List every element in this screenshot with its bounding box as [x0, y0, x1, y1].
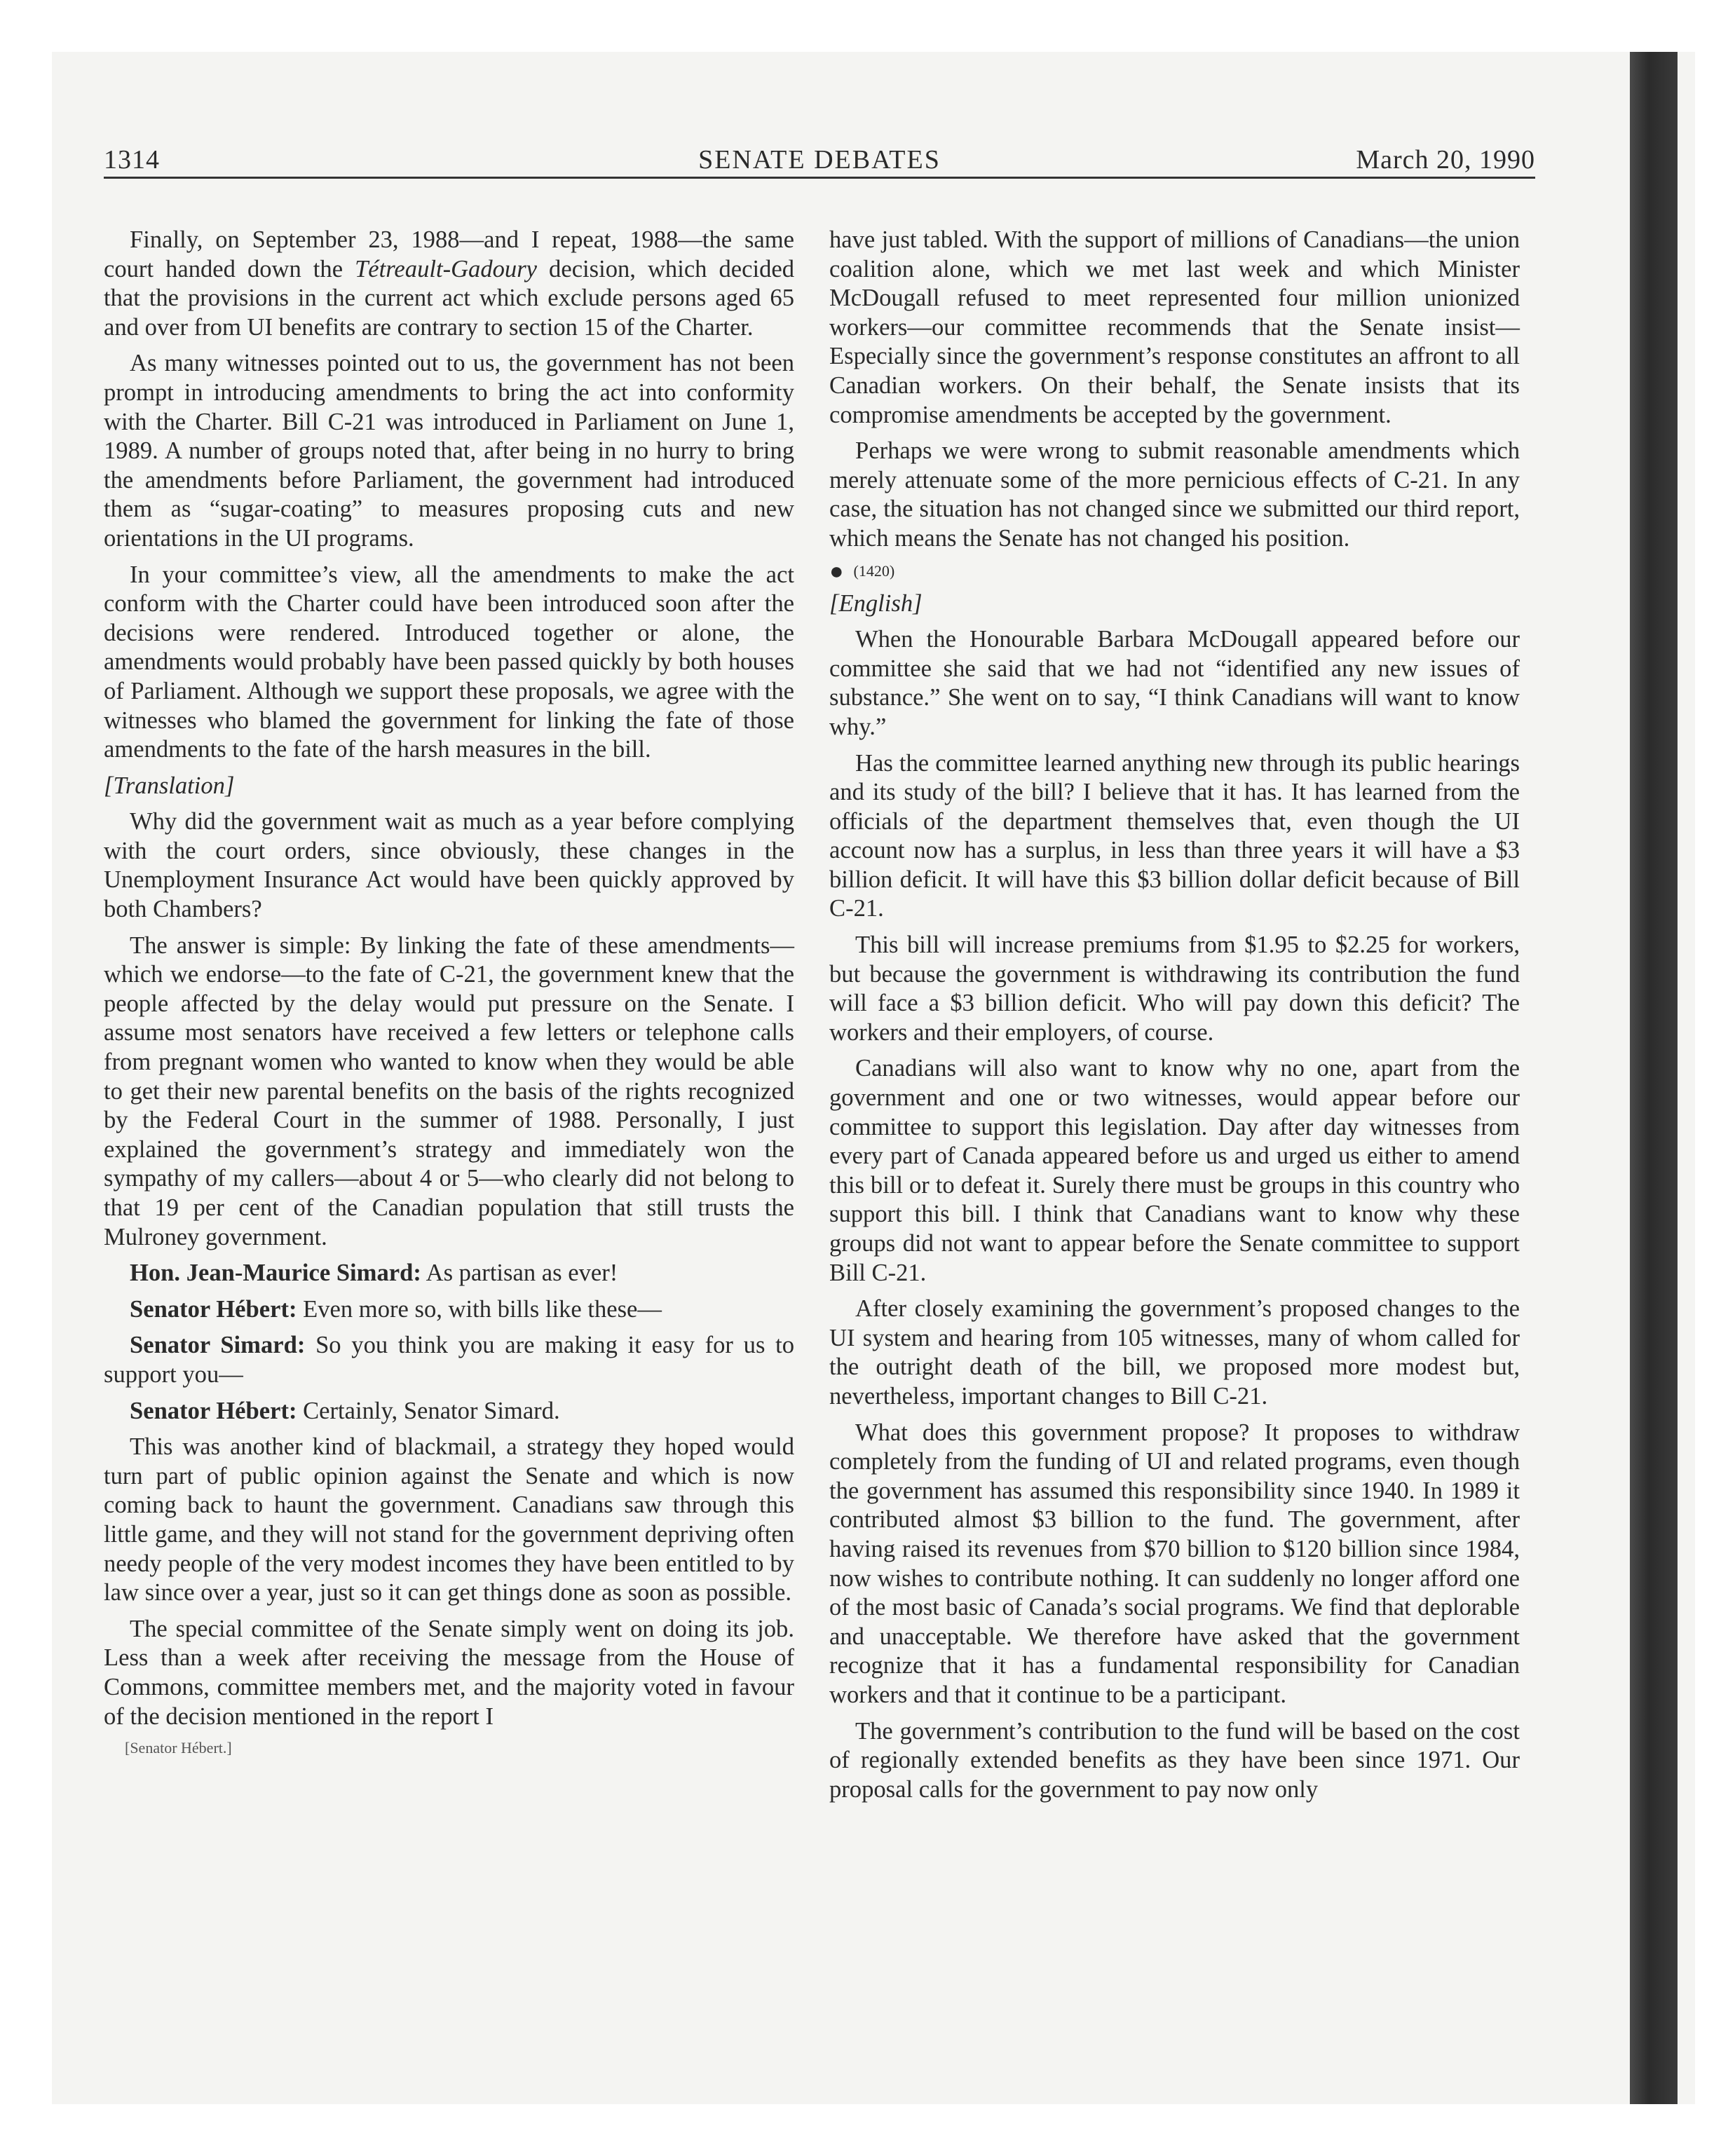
paragraph: Finally, on September 23, 1988—and I repeat, 1988—the same court handed down the Tétreault-Gadoury decision, which decided that the provisions in the current act which exclude persons aged 65 and over from UI benefits are contrary to section 15 of the Charter. [104, 226, 794, 341]
publication-title: SENATE DEBATES [698, 145, 941, 175]
paragraph: This bill will increase premiums from $1.95 to $2.25 for workers, but because the government is withdrawing its contribution the fund will face a $3 billion deficit. Who will pay down this deficit? The workers and their employers, of course. [829, 932, 1520, 1046]
paragraph: Why did the government wait as much as a year before complying with the court orders, since obviously, these changes in the Unemployment Insurance Act would have been quickly approved by both Chambers? [104, 808, 794, 923]
scan-edge-shadow [1630, 52, 1678, 2104]
paragraph: The government’s contribution to the fund will be based on the cost of regionally extended benefits as they have been since 1971. Our proposal calls for the government to pay now only [829, 1717, 1520, 1803]
paragraph: have just tabled. With the support of millions of Canadians—the union coalition alone, which we met last week and which Minister McDougall refused to meet represented four million unionized workers—our committee recommends that the Senate insist—Especially since the government’s response constitutes an affront to all Canadian workers. On their behalf, the Senate insists that its compromise amendments be accepted by the government. [829, 226, 1520, 428]
paragraph: The special committee of the Senate simply went on doing its job. Less than a week after receiving the message from the House of Commons, committee members met, and the majority voted in favour of the decision mentioned in the report I [104, 1615, 794, 1730]
paragraph: Canadians will also want to know why no one, apart from the government and one or two witnesses, would appear before our committee to support this legislation. Day after day witnesses from every part of Canada appeared before us and urged us either to amend this bill or to defeat it. Surely there must be groups in this country who support this bill. I think that Canadians want to know why these groups did not want to appear before the Senate committee to support Bill C-21. [829, 1055, 1520, 1286]
paragraph: What does this government propose? It proposes to withdraw completely from the funding of UI and related programs, even though the government has assumed this responsibility since 1940. In 1989 it contributed almost $3 billion to the fund. The government, after having raised its revenues from $70 billion to $120 billion since 1984, now wishes to contribute nothing. It can suddenly no longer afford one of the most basic of Canada’s social programs. We find that deplorable and unacceptable. We therefore have asked that the government recognize that it has a fundamental responsibility for Canadian workers and that it continue to be a participant. [829, 1419, 1520, 1708]
speech-hebert: Senator Hébert: Even more so, with bills like these— [130, 1295, 662, 1323]
case-name: Tétreault-Gadoury [355, 255, 538, 282]
paragraph: Perhaps we were wrong to submit reasonable amendments which merely attenuate some of the more pernicious effects of C-21. In any case, the situation has not changed since we submitted our third report, which means the Senate has not changed his position. [829, 437, 1520, 552]
paragraph: Has the committee learned anything new through its public hearings and its study of the bill? I believe that it has. It has learned from the officials of the department themselves that, even though the UI account now has a surplus, in less than three years it will have a $3 billion deficit. It will have this $3 billion dollar deficit because of Bill C-21. [829, 749, 1520, 922]
paragraph: After closely examining the government’s proposed changes to the UI system and hearing from 105 witnesses, many of whom called for the outright death of the bill, we proposed more modest but, nevertheless, important changes to Bill C-21. [829, 1295, 1520, 1410]
right-column [829, 226, 1520, 1811]
paragraph: This was another kind of blackmail, a strategy they hoped would turn part of public opinion against the Senate and which is now coming back to haunt the government. Canadians saw through this little game, and they will not stand for the government depriving often needy people of the very modest incomes they have been entitled to by law since over a year, just so it can get things done as soon as possible. [104, 1433, 794, 1606]
speaker-footnote: [Senator Hébert.] [125, 1739, 232, 1757]
page-date: March 20, 1990 [1356, 145, 1535, 175]
speaker-name: Senator Simard: [130, 1332, 306, 1359]
paragraph: As many witnesses pointed out to us, the government has not been prompt in introducing amendments to bring the act into conformity with the Charter. Bill C-21 was introduced in Parliament on June 1, 1989. A number of groups noted that, after being in no hurry to bring the amendments before Parliament, the government had introduced them as “sugar-coating” to measures proposing cuts and new orientations in the UI programs. [104, 350, 794, 552]
english-tag: [English] [829, 589, 923, 617]
page-header [104, 144, 1535, 179]
speech-simard: Hon. Jean-Maurice Simard: As partisan as ever! [130, 1260, 618, 1287]
paragraph: The answer is simple: By linking the fate of these amendments—which we endorse—to the fate of C-21, the government knew that the people affected by the delay would put pressure on the Senate. I assume most senators have received a few letters or telephone calls from pregnant women who wanted to know when they would be able to get their new parental benefits on the basis of the rights recognized by the Federal Court in the summer of 1988. Personally, I just explained the government’s strategy and immediately won the sympathy of my callers—about 4 or 5—who clearly did not belong to that 19 per cent of the Canadian population that still trusts the Mulroney government. [104, 932, 794, 1250]
speech-simard: Senator Simard: So you think you are making it easy for us to support you— [104, 1332, 794, 1388]
speaker-name: Senator Hébert: [130, 1397, 297, 1424]
header-rule [104, 177, 1535, 179]
speaker-name: Senator Hébert: [130, 1295, 297, 1323]
page-number: 1314 [104, 145, 160, 175]
speaker-name: Hon. Jean-Maurice Simard: [130, 1260, 421, 1287]
speech-hebert: Senator Hébert: Certainly, Senator Simard. [130, 1397, 560, 1424]
time-marker: ● (1420) [829, 558, 895, 585]
bullet-icon: ● [829, 558, 844, 585]
paragraph: When the Honourable Barbara McDougall appeared before our committee she said that we had not “identified any new issues of substance.” She went on to say, “I think Canadians will want to know why.” [829, 626, 1520, 740]
left-column [104, 226, 794, 1758]
translation-tag: [Translation] [104, 772, 235, 799]
paragraph: In your committee’s view, all the amendments to make the act conform with the Charter could have been introduced soon after the decisions were rendered. Introduced together or alone, the amendments would probably have been passed quickly by both houses of Parliament. Although we support these proposals, we agree with the witnesses who blamed the government for linking the fate of those amendments to the fate of the harsh measures in the bill. [104, 561, 794, 763]
